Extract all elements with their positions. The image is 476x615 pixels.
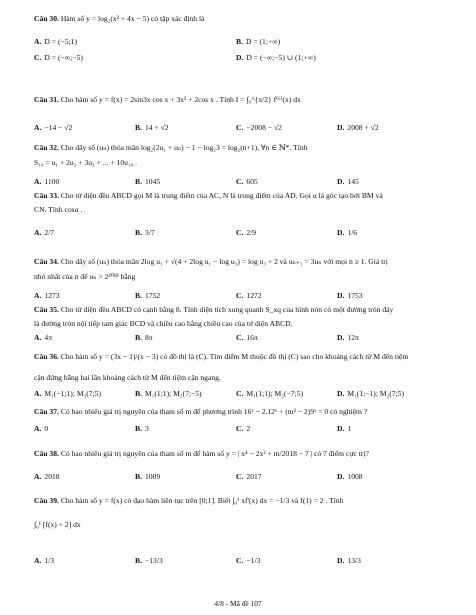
question-32-line2: S₁₀ = u₁ + 2u₂ + 3u₃ + ... + 10u₁₀ . [34, 158, 138, 167]
option-a[interactable]: A. −14 − √2 [34, 123, 73, 132]
option-c[interactable]: C. 1272 [236, 291, 262, 300]
option-b[interactable]: B. D = (1;+∞) [236, 37, 281, 46]
option-a[interactable]: A. 0 [34, 424, 49, 433]
option-c[interactable]: C. M₁(1;1); M₂(−7;5) [236, 389, 304, 398]
option-c[interactable]: C. D = (−∞;−5) [34, 53, 83, 62]
option-d[interactable]: D. 1008 [337, 472, 363, 481]
option-d[interactable]: D. 1753 [337, 291, 363, 300]
page-footer: 4/8 - Mã đề 107 [214, 599, 262, 608]
option-a[interactable]: A. 1/3 [34, 556, 55, 565]
option-a[interactable]: A. M₁(−1;1); M₂(7;5) [34, 389, 102, 398]
question-33 [34, 191, 454, 201]
question-label: Câu 38. [34, 449, 59, 458]
question-35-line2: là đường tròn nội tiếp tam giác BCD và chiều cao bằng chiều cao của tứ diện ABCD. [34, 319, 293, 328]
option-b[interactable]: B. 8π [135, 333, 153, 342]
question-label: Câu 36. [34, 352, 59, 361]
option-c[interactable]: C. 16π [236, 333, 258, 342]
option-b[interactable]: B. 14 + √2 [135, 123, 169, 132]
option-b[interactable]: B. 3/7 [135, 228, 155, 237]
option-b[interactable]: B. 1752 [135, 291, 161, 300]
option-d[interactable]: D. 12π [337, 333, 359, 342]
question-text: Có bao nhiêu giá trị nguyên của tham số m để hàm số y = | x⁴ − 2x² + m/2018 − 7 | có 7 điểm cực trị? [60, 449, 369, 458]
option-d[interactable]: D. 1/6 [337, 228, 358, 237]
option-d[interactable]: D. 2008 + √2 [337, 123, 379, 132]
question-34-line2: nhỏ nhất của n để uₙ > 2²⁰¹⁸ bằng [34, 272, 136, 281]
option-d[interactable]: D. D = (−∞;−5) ∪ (1;+∞) [236, 53, 316, 62]
question-text: Cho dãy số (uₙ) thỏa mãn log₂(2u₁ + uₙ) − 1 − log₂3 = log₂(n+1), ∀n ∈ ℕ*. Tính [60, 143, 308, 152]
question-text: Có bao nhiêu giá trị nguyên của tham số m để phương trình 16ˣ − 2.12ˣ + (m² − 2)9ˣ = 0 có nghiệm ? [60, 407, 368, 416]
option-c[interactable]: C. −1/3 [236, 556, 261, 565]
option-b[interactable]: B. M₁(1;1); M₂(7;−5) [135, 389, 202, 398]
option-d[interactable]: D. 1 [337, 424, 352, 433]
question-32 [34, 143, 454, 153]
question-text: Cho tứ diện đều ABCD có cạnh bằng 8. Tính diện tích xung quanh S_xq của hình nón có một đường tròn đáy [60, 305, 394, 314]
question-label: Câu 31. [34, 95, 59, 104]
question-label: Câu 33. [34, 191, 59, 200]
option-d[interactable]: D. 145 [337, 177, 359, 186]
option-b[interactable]: B. 1009 [135, 472, 161, 481]
question-39 [34, 496, 454, 506]
question-34 [34, 257, 454, 267]
question-text: Cho tứ diện đều ABCD gọi M là trung điểm của AC, N là trung điểm của AD. Gọi α là góc tạo bởi BM và [60, 191, 383, 200]
question-39-line2: ∫₀¹ [f(x) + 2] dx [34, 520, 81, 529]
option-b[interactable]: B. 1045 [135, 177, 161, 186]
option-a[interactable]: A. 4π [34, 333, 53, 342]
question-37 [34, 407, 454, 417]
question-text: Cho dãy số (uₙ) thỏa mãn 2log u₁ + √(4 + 2log u₁ − log u₃) = log u₃ + 2 và uₙ₊₁ = 3uₙ với mọi n ≥ 1. Giá trị [60, 257, 388, 266]
question-36-line2: cận đứng bằng hai lần khoảng cách từ M đến tiệm cận ngang. [34, 373, 221, 382]
option-c[interactable]: C. 605 [236, 177, 258, 186]
question-text: Cho hàm số y = f(x) = 2sin3x cos x + 3x² + 2cos x . Tính I = ∫₀^{π/2} f⁽⁶⁾(x) dx [60, 95, 301, 104]
option-a[interactable]: A. 1100 [34, 177, 60, 186]
option-b[interactable]: B. −13/3 [135, 556, 163, 565]
question-label: Câu 34. [34, 257, 59, 266]
question-30 [34, 14, 454, 24]
option-a[interactable]: A. 2018 [34, 472, 60, 481]
option-c[interactable]: C. 2/9 [236, 228, 257, 237]
option-d[interactable]: D. 13/3 [337, 556, 361, 565]
question-label: Câu 32. [34, 143, 59, 152]
option-a[interactable]: A. D = (−5;1) [34, 37, 77, 46]
option-c[interactable]: C. 2 [236, 424, 251, 433]
option-d[interactable]: D. M₁(1;−1); M₂(7;5) [337, 389, 405, 398]
option-a[interactable]: A. 2/7 [34, 228, 55, 237]
option-a[interactable]: A. 1273 [34, 291, 60, 300]
question-31 [34, 95, 454, 105]
question-38 [34, 449, 454, 459]
question-label: Câu 39. [34, 496, 59, 505]
question-35 [34, 305, 454, 315]
question-36 [34, 352, 454, 362]
question-label: Câu 35. [34, 305, 59, 314]
question-text: Cho hàm số y = (3x − 1)/(x − 3) có đồ thị là (C). Tìm điểm M thuộc đồ thị (C) sao cho khoảng cách từ M đến tiệm [60, 352, 409, 361]
question-text: Cho hàm số y = f(x) có đạo hàm liên tục trên [0;1]. Biết ∫₀¹ xf'(x) dx = −1/3 và f(1) = 2 . Tính [60, 496, 344, 505]
option-c[interactable]: C. −2008 − √2 [236, 123, 282, 132]
option-c[interactable]: C. 2017 [236, 472, 262, 481]
question-label: Câu 37. [34, 407, 59, 416]
question-label: Câu 30. [34, 14, 59, 23]
question-text: Hàm số y = log₂(x² + 4x − 5) có tập xác định là [60, 14, 205, 23]
option-b[interactable]: B. 3 [135, 424, 149, 433]
question-33-line2: CN. Tính cosα . [34, 205, 83, 214]
